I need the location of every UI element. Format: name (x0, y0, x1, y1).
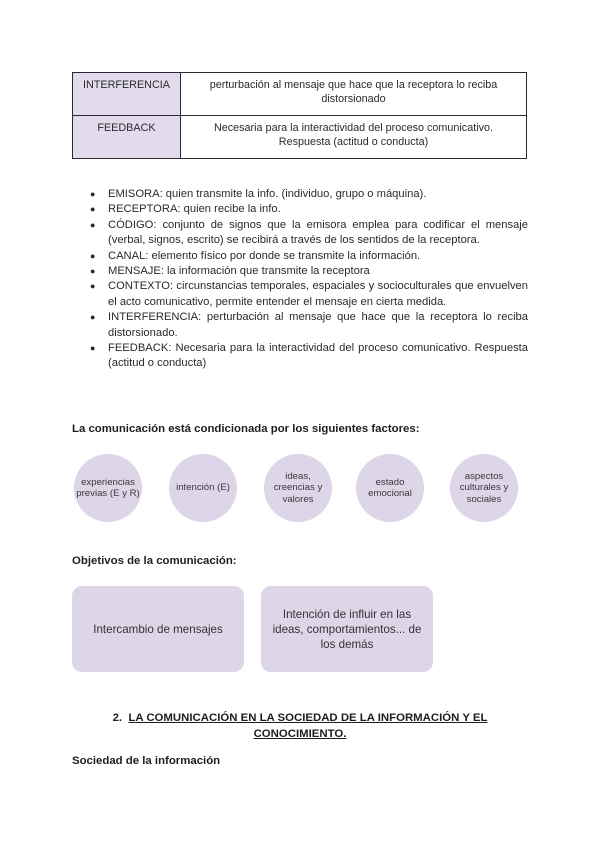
list-item: ● INTERFERENCIA: perturbación al mensaje que hace que la receptora lo reciba distorsionado. (90, 311, 528, 339)
bullet-icon: ● (90, 250, 96, 261)
section-number: 2. (112, 712, 123, 724)
list-item: ● CÓDIGO: conjunto de signos que la emisora emplea para codificar el mensaje (verbal, signos, escrito) se recibirá a través de los sentidos de la receptora. (90, 218, 528, 247)
section-title-text: LA COMUNICACIÓN EN LA SOCIEDAD DE LA INFORMACIÓN Y EL CONOCIMIENTO. (128, 712, 488, 740)
factors-heading: La comunicación está condicionada por los siguientes factores: (72, 423, 420, 435)
table-term: INTERFERENCIA (73, 73, 181, 116)
objective-box: Intención de influir en las ideas, comportamientos... de los demás (261, 586, 433, 672)
subheading: Sociedad de la información (72, 755, 221, 767)
definitions-table (72, 72, 527, 159)
section-title (72, 710, 528, 742)
table-row (73, 116, 527, 159)
factor-circle: intención (E) (169, 454, 237, 522)
elements-list (90, 187, 528, 372)
bullet-icon: ● (90, 312, 96, 323)
bullet-icon: ● (90, 204, 96, 215)
list-item: ● CONTEXTO: circunstancias temporales, espaciales y socioculturales que envuelven el acto comunicativo, permite entender el mensaje en cierta medida. (90, 280, 528, 308)
list-item: ● RECEPTORA: quien recibe la info. (90, 202, 528, 217)
bullet-icon: ● (90, 343, 96, 354)
list-item: ● FEEDBACK: Necesaria para la interactividad del proceso comunicativo. Respuesta (actitud o conducta) (90, 342, 528, 370)
table-term: FEEDBACK (73, 116, 181, 159)
bullet-icon: ● (90, 189, 96, 199)
bullet-icon: ● (90, 281, 96, 292)
factor-circle: estado emocional (356, 454, 424, 522)
factor-circle: ideas, creencias y valores (264, 454, 332, 522)
table-row (73, 73, 527, 116)
objectives-heading: Objetivos de la comunicación: (72, 555, 237, 567)
table-definition: perturbación al mensaje que hace que la receptora lo reciba distorsionado (181, 73, 527, 116)
objective-box: Intercambio de mensajes (72, 586, 244, 672)
list-item: ● MENSAJE: la información que transmite la receptora (90, 264, 528, 279)
list-item: ● EMISORA: quien transmite la info. (individuo, grupo o máquina). (90, 187, 528, 202)
bullet-icon: ● (90, 266, 96, 277)
list-item: ● CANAL: elemento físico por donde se transmite la información. (90, 249, 528, 264)
table-definition: Necesaria para la interactividad del proceso comunicativo. Respuesta (actitud o conducta) (181, 116, 527, 159)
factor-circle: experiencias previas (E y R) (74, 454, 142, 522)
factor-circle: aspectos culturales y sociales (450, 454, 518, 522)
bullet-icon: ● (90, 219, 96, 230)
